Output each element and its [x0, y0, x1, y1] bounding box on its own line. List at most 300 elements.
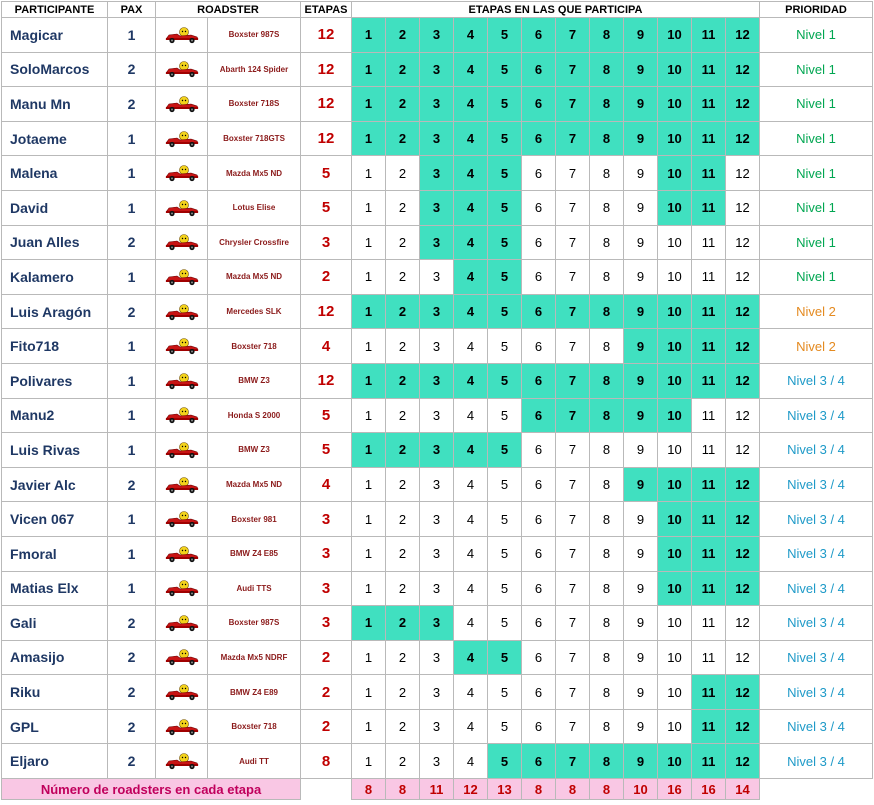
roadster-model: Boxster 987S: [208, 606, 301, 641]
red-roadster-car-icon: [164, 406, 200, 424]
stage-cell: 12: [726, 709, 760, 744]
stage-cell: 10: [658, 225, 692, 260]
stage-cell: 5: [488, 640, 522, 675]
etapas-count: 2: [301, 709, 352, 744]
priority-level: Nivel 1: [760, 87, 873, 122]
stage-cell: 5: [488, 121, 522, 156]
roadster-image: [156, 363, 208, 398]
stage-cell: 10: [658, 260, 692, 295]
participant-name: Magicar: [2, 18, 108, 53]
participant-name: Malena: [2, 156, 108, 191]
stage-cell: 10: [658, 675, 692, 710]
pax-count: 1: [108, 329, 156, 364]
stage-cell: 4: [454, 606, 488, 641]
red-roadster-car-icon: [164, 303, 200, 321]
stage-cell: 5: [488, 329, 522, 364]
stage-cell: 3: [420, 87, 454, 122]
stage-cell: 4: [454, 156, 488, 191]
priority-level: Nivel 3 / 4: [760, 744, 873, 779]
stage-cell: 1: [352, 571, 386, 606]
priority-level: Nivel 2: [760, 329, 873, 364]
stage-cell: 10: [658, 606, 692, 641]
header-etapas: ETAPAS: [301, 2, 352, 18]
stage-cell: 7: [556, 156, 590, 191]
priority-level: Nivel 3 / 4: [760, 709, 873, 744]
etapas-count: 12: [301, 363, 352, 398]
red-roadster-car-icon: [164, 95, 200, 113]
stage-cell: 3: [420, 398, 454, 433]
stage-cell: 11: [692, 225, 726, 260]
stage-cell: 10: [658, 709, 692, 744]
stage-cell: 8: [590, 52, 624, 87]
stage-cell: 2: [386, 87, 420, 122]
stage-cell: 6: [522, 363, 556, 398]
stage-cell: 8: [590, 225, 624, 260]
participant-name: Luis Rivas: [2, 433, 108, 468]
stage-cell: 2: [386, 260, 420, 295]
red-roadster-car-icon: [164, 60, 200, 78]
pax-count: 1: [108, 18, 156, 53]
stage-total: 8: [352, 779, 386, 800]
stage-total: 8: [590, 779, 624, 800]
roadster-image: [156, 536, 208, 571]
stage-total: 14: [726, 779, 760, 800]
header-participante: PARTICIPANTE: [2, 2, 108, 18]
stage-cell: 6: [522, 709, 556, 744]
stage-cell: 6: [522, 121, 556, 156]
etapas-count: 8: [301, 744, 352, 779]
stage-cell: 1: [352, 294, 386, 329]
etapas-count: 4: [301, 329, 352, 364]
stage-cell: 6: [522, 190, 556, 225]
table-row: [2, 571, 873, 606]
roadster-image: [156, 52, 208, 87]
stage-cell: 10: [658, 18, 692, 53]
stage-cell: 6: [522, 640, 556, 675]
stage-cell: 3: [420, 294, 454, 329]
stage-cell: 3: [420, 502, 454, 537]
etapas-count: 3: [301, 225, 352, 260]
participant-name: Kalamero: [2, 260, 108, 295]
etapas-count: 2: [301, 675, 352, 710]
stage-cell: 3: [420, 329, 454, 364]
roadster-model: Boxster 718: [208, 709, 301, 744]
stage-cell: 2: [386, 709, 420, 744]
stage-cell: 6: [522, 52, 556, 87]
red-roadster-car-icon: [164, 164, 200, 182]
stage-cell: 12: [726, 18, 760, 53]
stage-cell: 10: [658, 536, 692, 571]
stage-cell: 3: [420, 260, 454, 295]
stage-cell: 1: [352, 225, 386, 260]
stage-cell: 6: [522, 536, 556, 571]
stage-cell: 4: [454, 536, 488, 571]
pax-count: 2: [108, 87, 156, 122]
stage-cell: 4: [454, 260, 488, 295]
pax-count: 1: [108, 121, 156, 156]
participant-name: Jotaeme: [2, 121, 108, 156]
stage-cell: 3: [420, 640, 454, 675]
etapas-count: 12: [301, 18, 352, 53]
stage-cell: 11: [692, 398, 726, 433]
stage-cell: 6: [522, 744, 556, 779]
stage-total: 13: [488, 779, 522, 800]
stage-cell: 3: [420, 225, 454, 260]
stage-cell: 8: [590, 675, 624, 710]
stage-cell: 4: [454, 190, 488, 225]
stage-cell: 9: [624, 744, 658, 779]
pax-count: 2: [108, 675, 156, 710]
stage-cell: 6: [522, 294, 556, 329]
stage-cell: 1: [352, 536, 386, 571]
stage-cell: 10: [658, 467, 692, 502]
stage-cell: 9: [624, 190, 658, 225]
stage-cell: 5: [488, 709, 522, 744]
stage-cell: 12: [726, 121, 760, 156]
red-roadster-car-icon: [164, 752, 200, 770]
table-row: [2, 18, 873, 53]
roadster-model: Boxster 987S: [208, 18, 301, 53]
roadster-model: Honda S 2000: [208, 398, 301, 433]
stage-cell: 12: [726, 52, 760, 87]
stage-cell: 12: [726, 260, 760, 295]
stage-cell: 3: [420, 156, 454, 191]
red-roadster-car-icon: [164, 268, 200, 286]
stage-cell: 5: [488, 52, 522, 87]
stage-cell: 12: [726, 502, 760, 537]
stage-cell: 7: [556, 571, 590, 606]
pax-count: 2: [108, 225, 156, 260]
red-roadster-car-icon: [164, 441, 200, 459]
priority-level: Nivel 3 / 4: [760, 675, 873, 710]
header-prioridad: PRIORIDAD: [760, 2, 873, 18]
stage-cell: 7: [556, 121, 590, 156]
stage-cell: 4: [454, 433, 488, 468]
stage-cell: 11: [692, 121, 726, 156]
table-row: [2, 744, 873, 779]
participant-name: Fito718: [2, 329, 108, 364]
etapas-count: 5: [301, 190, 352, 225]
stage-cell: 9: [624, 225, 658, 260]
stage-cell: 5: [488, 156, 522, 191]
red-roadster-car-icon: [164, 545, 200, 563]
roadster-image: [156, 260, 208, 295]
table-row: [2, 52, 873, 87]
roadster-image: [156, 190, 208, 225]
stage-cell: 8: [590, 536, 624, 571]
etapas-count: 3: [301, 606, 352, 641]
stage-cell: 7: [556, 536, 590, 571]
participant-name: Riku: [2, 675, 108, 710]
stage-cell: 1: [352, 18, 386, 53]
red-roadster-car-icon: [164, 718, 200, 736]
roadster-image: [156, 606, 208, 641]
participant-name: Juan Alles: [2, 225, 108, 260]
stage-cell: 10: [658, 156, 692, 191]
participants-table: [1, 1, 873, 800]
stage-cell: 2: [386, 225, 420, 260]
stage-cell: 8: [590, 571, 624, 606]
table-row: [2, 260, 873, 295]
stage-cell: 8: [590, 87, 624, 122]
stage-cell: 7: [556, 709, 590, 744]
header-pax: PAX: [108, 2, 156, 18]
table-row: [2, 536, 873, 571]
red-roadster-car-icon: [164, 372, 200, 390]
stage-cell: 8: [590, 709, 624, 744]
footer-row: [2, 779, 873, 800]
roadster-image: [156, 571, 208, 606]
stage-cell: 9: [624, 675, 658, 710]
priority-level: Nivel 2: [760, 294, 873, 329]
stage-cell: 1: [352, 433, 386, 468]
stage-cell: 4: [454, 640, 488, 675]
stage-cell: 2: [386, 190, 420, 225]
priority-level: Nivel 3 / 4: [760, 536, 873, 571]
stage-cell: 8: [590, 121, 624, 156]
table-row: [2, 363, 873, 398]
stage-cell: 4: [454, 87, 488, 122]
roadster-image: [156, 744, 208, 779]
pax-count: 1: [108, 156, 156, 191]
stage-cell: 3: [420, 571, 454, 606]
table-row: [2, 329, 873, 364]
stage-cell: 9: [624, 329, 658, 364]
stage-cell: 2: [386, 329, 420, 364]
roadster-image: [156, 329, 208, 364]
pax-count: 1: [108, 571, 156, 606]
roadster-image: [156, 398, 208, 433]
roadster-image: [156, 225, 208, 260]
stage-cell: 8: [590, 433, 624, 468]
stage-cell: 7: [556, 502, 590, 537]
stage-cell: 2: [386, 121, 420, 156]
etapas-count: 4: [301, 467, 352, 502]
pax-count: 1: [108, 502, 156, 537]
priority-level: Nivel 3 / 4: [760, 640, 873, 675]
priority-level: Nivel 1: [760, 18, 873, 53]
stage-cell: 8: [590, 156, 624, 191]
stage-cell: 1: [352, 640, 386, 675]
stage-cell: 1: [352, 606, 386, 641]
stage-cell: 4: [454, 675, 488, 710]
stage-cell: 7: [556, 190, 590, 225]
stage-cell: 11: [692, 260, 726, 295]
stage-cell: 7: [556, 467, 590, 502]
stage-cell: 11: [692, 744, 726, 779]
stage-cell: 3: [420, 18, 454, 53]
stage-cell: 9: [624, 606, 658, 641]
pax-count: 1: [108, 398, 156, 433]
stage-cell: 11: [692, 571, 726, 606]
stage-cell: 6: [522, 606, 556, 641]
stage-cell: 6: [522, 329, 556, 364]
roadster-model: Audi TT: [208, 744, 301, 779]
etapas-count: 2: [301, 260, 352, 295]
pax-count: 2: [108, 709, 156, 744]
roadster-model: Mazda Mx5 ND: [208, 467, 301, 502]
stage-cell: 12: [726, 225, 760, 260]
stage-cell: 12: [726, 363, 760, 398]
participant-name: Amasijo: [2, 640, 108, 675]
stage-cell: 10: [658, 121, 692, 156]
stage-cell: 4: [454, 467, 488, 502]
roadster-model: Boxster 718: [208, 329, 301, 364]
stage-cell: 10: [658, 52, 692, 87]
stage-cell: 12: [726, 87, 760, 122]
stage-cell: 9: [624, 536, 658, 571]
roadster-image: [156, 294, 208, 329]
priority-level: Nivel 1: [760, 190, 873, 225]
stage-cell: 2: [386, 502, 420, 537]
stage-cell: 2: [386, 536, 420, 571]
red-roadster-car-icon: [164, 648, 200, 666]
stage-cell: 4: [454, 502, 488, 537]
stage-cell: 8: [590, 502, 624, 537]
participant-name: Fmoral: [2, 536, 108, 571]
stage-cell: 9: [624, 398, 658, 433]
table-row: [2, 675, 873, 710]
stage-total: 11: [420, 779, 454, 800]
stage-cell: 9: [624, 502, 658, 537]
table-row: [2, 398, 873, 433]
stage-total: 8: [556, 779, 590, 800]
red-roadster-car-icon: [164, 476, 200, 494]
stage-cell: 12: [726, 467, 760, 502]
stage-cell: 7: [556, 744, 590, 779]
stage-cell: 10: [658, 502, 692, 537]
stage-cell: 10: [658, 433, 692, 468]
stage-cell: 4: [454, 571, 488, 606]
stage-cell: 11: [692, 467, 726, 502]
red-roadster-car-icon: [164, 579, 200, 597]
stage-cell: 1: [352, 398, 386, 433]
pax-count: 1: [108, 260, 156, 295]
stage-cell: 8: [590, 640, 624, 675]
header-etapas-participa: ETAPAS EN LAS QUE PARTICIPA: [352, 2, 760, 18]
etapas-count: 5: [301, 433, 352, 468]
stage-cell: 9: [624, 156, 658, 191]
roadster-model: Mazda Mx5 NDRF: [208, 640, 301, 675]
roadster-model: Boxster 981: [208, 502, 301, 537]
stage-cell: 6: [522, 260, 556, 295]
stage-cell: 5: [488, 18, 522, 53]
roadster-model: Boxster 718S: [208, 87, 301, 122]
stage-cell: 12: [726, 433, 760, 468]
stage-cell: 10: [658, 190, 692, 225]
roadster-image: [156, 502, 208, 537]
red-roadster-car-icon: [164, 614, 200, 632]
stage-cell: 2: [386, 156, 420, 191]
participant-name: Manu Mn: [2, 87, 108, 122]
stage-cell: 9: [624, 640, 658, 675]
stage-cell: 1: [352, 52, 386, 87]
roadster-image: [156, 467, 208, 502]
stage-cell: 6: [522, 467, 556, 502]
roadster-image: [156, 433, 208, 468]
stage-cell: 5: [488, 467, 522, 502]
red-roadster-car-icon: [164, 683, 200, 701]
stage-cell: 5: [488, 294, 522, 329]
stage-cell: 5: [488, 87, 522, 122]
stage-cell: 6: [522, 156, 556, 191]
stage-cell: 7: [556, 329, 590, 364]
stage-cell: 6: [522, 433, 556, 468]
stage-cell: 11: [692, 675, 726, 710]
stage-cell: 7: [556, 87, 590, 122]
table-row: [2, 87, 873, 122]
stage-cell: 1: [352, 260, 386, 295]
priority-level: Nivel 3 / 4: [760, 467, 873, 502]
stage-cell: 5: [488, 190, 522, 225]
priority-level: Nivel 3 / 4: [760, 606, 873, 641]
participant-name: Vicen 067: [2, 502, 108, 537]
participant-name: Gali: [2, 606, 108, 641]
footer-spacer-right: [760, 779, 873, 800]
etapas-count: 12: [301, 52, 352, 87]
stage-cell: 8: [590, 260, 624, 295]
priority-level: Nivel 3 / 4: [760, 502, 873, 537]
stage-cell: 12: [726, 744, 760, 779]
priority-level: Nivel 1: [760, 156, 873, 191]
stage-cell: 6: [522, 87, 556, 122]
stage-cell: 2: [386, 363, 420, 398]
table-row: [2, 709, 873, 744]
red-roadster-car-icon: [164, 130, 200, 148]
etapas-count: 3: [301, 502, 352, 537]
stage-cell: 3: [420, 606, 454, 641]
stage-cell: 2: [386, 467, 420, 502]
stage-cell: 12: [726, 156, 760, 191]
stage-cell: 5: [488, 260, 522, 295]
stage-cell: 5: [488, 675, 522, 710]
stage-cell: 5: [488, 571, 522, 606]
red-roadster-car-icon: [164, 337, 200, 355]
stage-cell: 1: [352, 190, 386, 225]
stage-cell: 11: [692, 606, 726, 641]
stage-cell: 4: [454, 709, 488, 744]
red-roadster-car-icon: [164, 26, 200, 44]
stage-cell: 9: [624, 433, 658, 468]
table-row: [2, 467, 873, 502]
roadster-model: Boxster 718GTS: [208, 121, 301, 156]
header-row: [2, 2, 873, 18]
table-row: [2, 433, 873, 468]
stage-cell: 4: [454, 121, 488, 156]
pax-count: 1: [108, 363, 156, 398]
stage-cell: 10: [658, 87, 692, 122]
pax-count: 2: [108, 467, 156, 502]
stage-cell: 11: [692, 87, 726, 122]
roadster-model: BMW Z3: [208, 433, 301, 468]
stage-cell: 9: [624, 18, 658, 53]
stage-cell: 12: [726, 640, 760, 675]
stage-cell: 9: [624, 260, 658, 295]
stage-cell: 8: [590, 294, 624, 329]
stage-cell: 10: [658, 744, 692, 779]
stage-cell: 11: [692, 536, 726, 571]
pax-count: 1: [108, 536, 156, 571]
participant-name: GPL: [2, 709, 108, 744]
stage-cell: 3: [420, 675, 454, 710]
stage-cell: 4: [454, 329, 488, 364]
roadster-model: BMW Z3: [208, 363, 301, 398]
stage-cell: 10: [658, 363, 692, 398]
stage-cell: 8: [590, 744, 624, 779]
stage-cell: 5: [488, 744, 522, 779]
stage-cell: 9: [624, 121, 658, 156]
header-roadster: ROADSTER: [156, 2, 301, 18]
